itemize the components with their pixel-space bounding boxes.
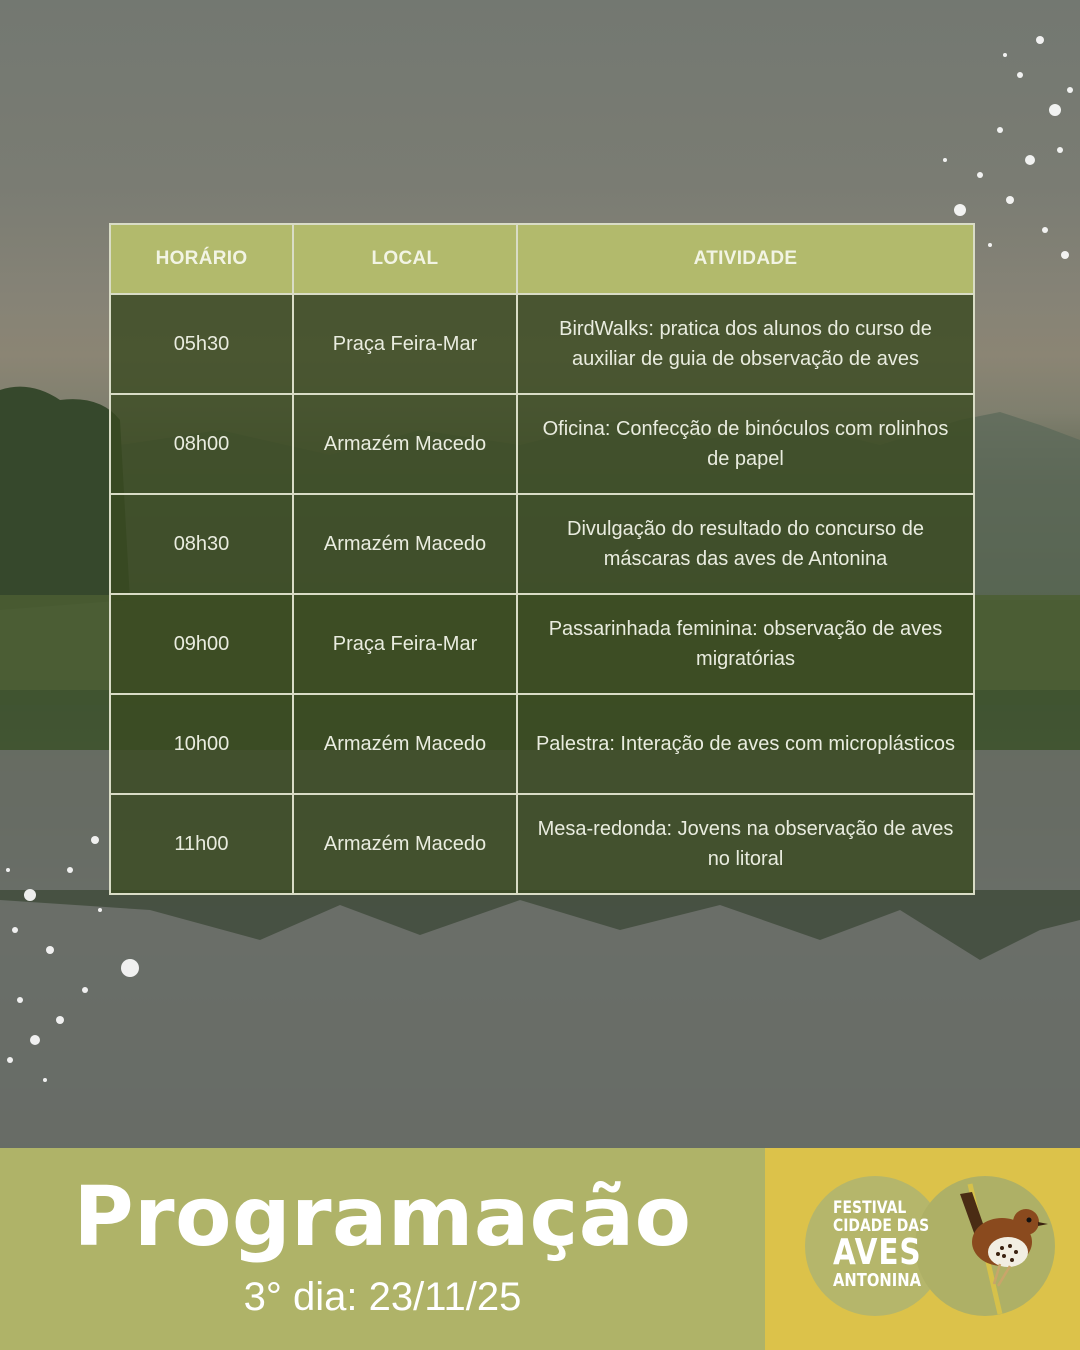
time-cell: 11h00 — [110, 794, 293, 894]
footer-title-panel — [0, 1148, 765, 1350]
table-row — [110, 394, 974, 494]
activity-cell: Passarinhada feminina: observação de aves migratórias — [517, 594, 974, 694]
table-row — [110, 294, 974, 394]
time-cell: 08h30 — [110, 494, 293, 594]
wren-bird-icon — [930, 1174, 1050, 1319]
header-horario: HORÁRIO — [110, 224, 293, 294]
table-row — [110, 594, 974, 694]
logo-wordmark — [833, 1199, 931, 1291]
place-cell: Armazém Macedo — [293, 394, 517, 494]
place-cell: Armazém Macedo — [293, 494, 517, 594]
footer-logo-panel — [765, 1148, 1080, 1350]
table-row — [110, 794, 974, 894]
time-cell: 05h30 — [110, 294, 293, 394]
page-subtitle: 3° dia: 23/11/25 — [243, 1275, 522, 1319]
table-header-row — [110, 224, 974, 294]
table-row — [110, 694, 974, 794]
place-cell: Armazém Macedo — [293, 794, 517, 894]
time-cell: 08h00 — [110, 394, 293, 494]
logo-line-aves: AVES — [833, 1232, 922, 1273]
header-atividade: ATIVIDADE — [517, 224, 974, 294]
place-cell: Armazém Macedo — [293, 694, 517, 794]
activity-cell: Mesa-redonda: Jovens na observação de aves no litoral — [517, 794, 974, 894]
place-cell: Praça Feira-Mar — [293, 294, 517, 394]
festival-logo — [805, 1174, 1055, 1319]
activity-cell: Palestra: Interação de aves com microplásticos — [517, 694, 974, 794]
activity-cell: Oficina: Confecção de binóculos com rolinhos de papel — [517, 394, 974, 494]
time-cell: 10h00 — [110, 694, 293, 794]
activity-cell: Divulgação do resultado do concurso de máscaras das aves de Antonina — [517, 494, 974, 594]
header-local: LOCAL — [293, 224, 517, 294]
schedule-table — [109, 223, 975, 895]
footer-banner — [0, 1148, 1080, 1350]
table-row — [110, 494, 974, 594]
logo-line-antonina: ANTONINA — [833, 1270, 922, 1291]
activity-cell: BirdWalks: pratica dos alunos do curso de auxiliar de guia de observação de aves — [517, 294, 974, 394]
logo-line-cidade: CIDADE DAS — [833, 1216, 930, 1236]
page-title: Programação — [73, 1170, 692, 1265]
time-cell: 09h00 — [110, 594, 293, 694]
logo-line-festival: FESTIVAL — [833, 1198, 907, 1218]
place-cell: Praça Feira-Mar — [293, 594, 517, 694]
